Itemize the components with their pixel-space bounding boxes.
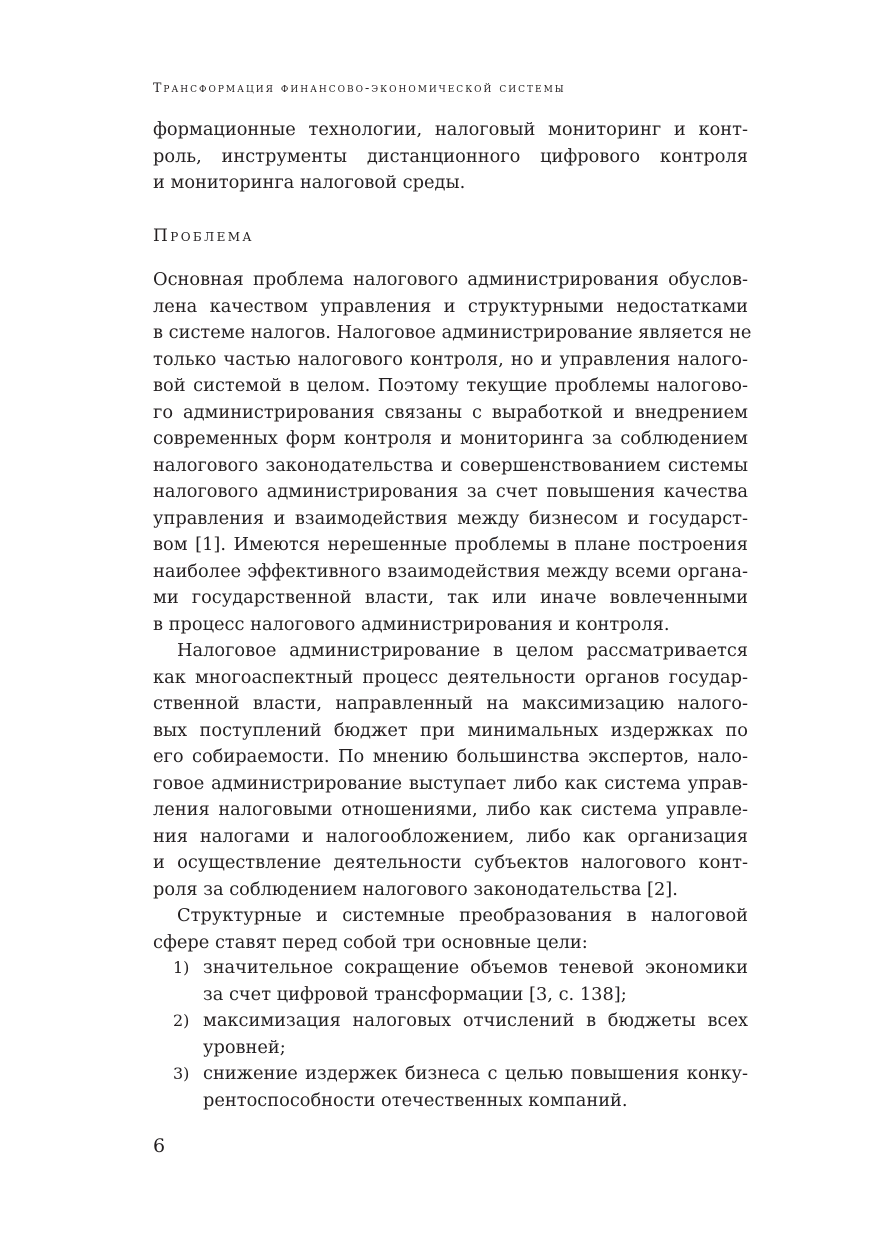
text-line: налогового администрирования за счет повышения качества — [153, 481, 748, 502]
text-line: как многоаспектный процесс деятельности органов государ- — [153, 666, 748, 688]
text-line: формационные технологии, налоговый мониторинг и конт- — [153, 119, 748, 140]
paragraph-administration — [153, 638, 748, 903]
text-line: рентоспособности отечественных компаний. — [203, 1089, 628, 1111]
text-line: современных форм контроля и мониторинга за соблюдением — [153, 428, 748, 449]
text-line: и мониторинга налоговой среды. — [153, 172, 466, 193]
list-item-number: 2) — [173, 1011, 190, 1030]
text-line: и осуществление деятельности субъектов налогового конт- — [153, 852, 748, 873]
list-item — [153, 1008, 748, 1061]
text-line: максимизация налоговых отчислений в бюджеты всех — [203, 1010, 748, 1031]
text-line: вых поступлений бюджет при минимальных издержках по — [153, 719, 748, 741]
paragraph-problem — [153, 267, 752, 638]
text-line: ления налоговыми отношениями, либо как система управле- — [153, 799, 748, 820]
text-line: говое администрирование выступает либо как система управ- — [153, 772, 748, 794]
text-line: только частью налогового контроля, но и управления налого- — [153, 348, 748, 370]
page-number: 6 — [153, 1135, 166, 1157]
text-line: Структурные и системные преобразования в налоговой — [177, 905, 748, 926]
text-line: в процесс налогового администрирования и контроля. — [153, 613, 670, 635]
text-line: наиболее эффективного взаимодействия между всеми органа- — [153, 560, 748, 582]
intro-paragraph — [153, 117, 748, 197]
text-line: лена качеством управления и структурными недостатками — [153, 295, 748, 317]
text-line: Основная проблема налогового администрирования обуслов- — [153, 269, 748, 290]
text-line: его собираемости. По мнению большинства экспертов, нало- — [153, 746, 748, 767]
text-line: в системе налогов. Налоговое администрирование является не — [153, 322, 752, 343]
list-item — [153, 1061, 748, 1114]
goals-list — [153, 955, 748, 1114]
text-line: налогового законодательства и совершенствованием системы — [153, 454, 748, 476]
text-line: Налоговое администрирование в целом рассматривается — [177, 640, 748, 661]
text-line: уровней; — [203, 1036, 286, 1058]
text-line: роль, инструменты дистанционного цифрового контроля — [153, 145, 748, 167]
paragraph-goals-intro — [153, 903, 748, 956]
text-line: ния налогами и налогообложением, либо как организация — [153, 825, 748, 847]
list-item-number: 3) — [173, 1064, 190, 1083]
text-line: сфере ставят перед собой три основные цели: — [153, 931, 588, 953]
text-line: значительное сокращение объемов теневой экономики — [203, 957, 748, 978]
text-line: го администрирования связаны с выработкой и внедрением — [153, 401, 748, 423]
text-line: управления и взаимодействия между бизнесом и государст- — [153, 507, 748, 529]
text-line: ственной власти, направленный на максимизацию налого- — [153, 693, 748, 714]
section-heading: Проблема — [153, 226, 254, 246]
text-line: ми государственной власти, так или иначе вовлеченными — [153, 587, 748, 608]
text-line: вой системой в целом. Поэтому текущие проблемы налогово- — [153, 375, 748, 396]
text-line: за счет цифровой трансформации [3, с. 138]; — [203, 983, 627, 1005]
text-line: снижение издержек бизнеса с целью повышения конку- — [203, 1063, 748, 1084]
text-line: вом [1]. Имеются нерешенные проблемы в плане построения — [153, 534, 748, 555]
running-head: Трансформация финансово-экономической системы — [153, 80, 566, 95]
text-line: роля за соблюдением налогового законодательства [2]. — [153, 878, 678, 900]
list-item-number: 1) — [173, 958, 190, 977]
list-item — [153, 955, 748, 1008]
